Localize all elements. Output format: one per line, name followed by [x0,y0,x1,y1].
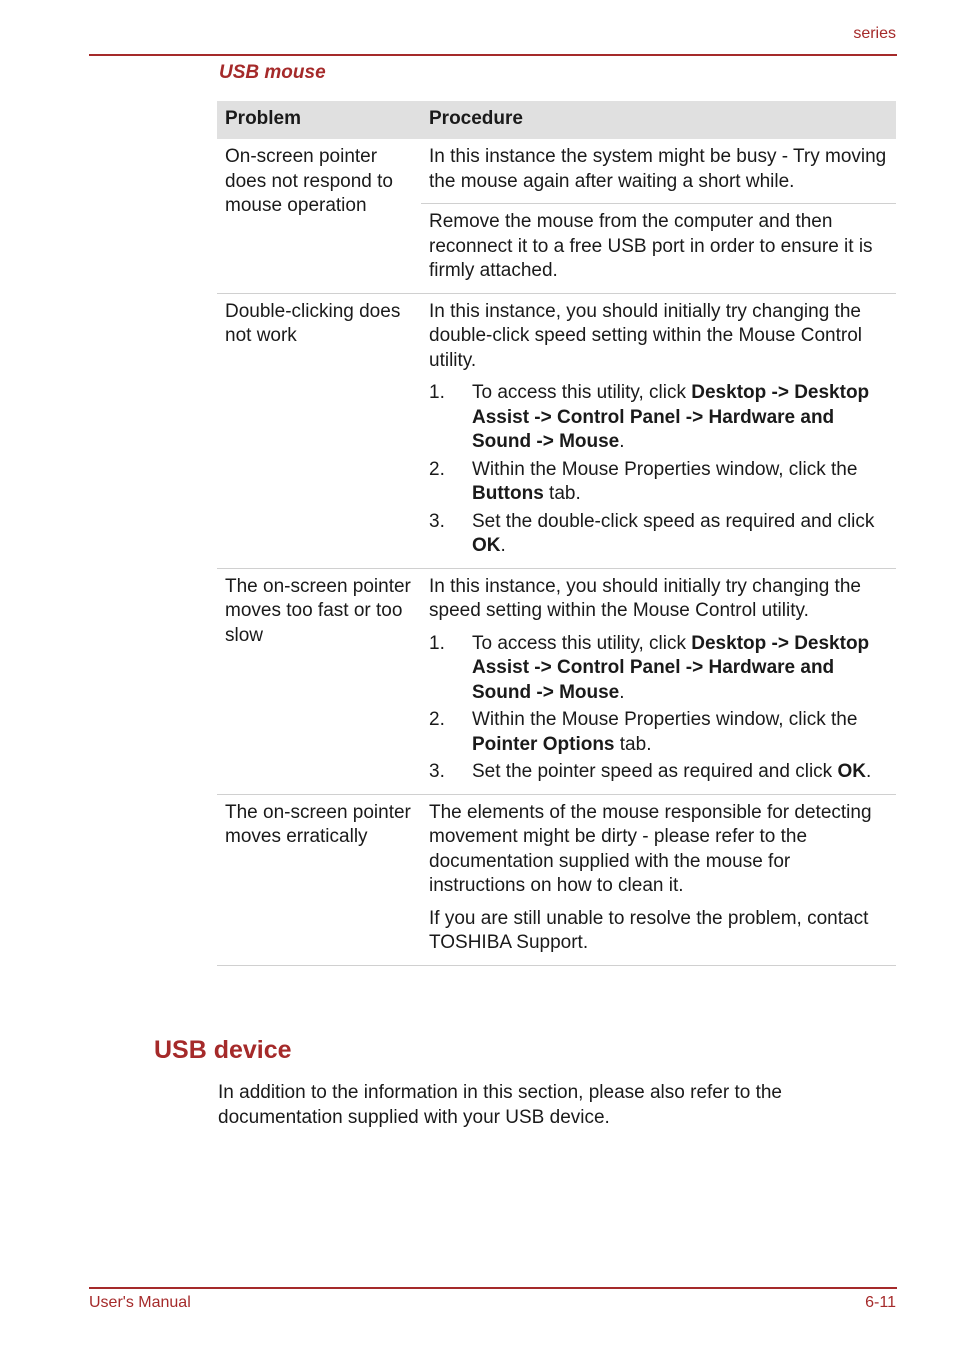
step-list [429,632,888,785]
procedure-text: In this instance, you should initially try changing the double-click speed setting within the Mouse Control utility. [429,300,863,371]
running-header: series [853,25,896,42]
problem-cell: The on-screen pointer moves erratically [217,794,421,965]
procedure-cell [421,139,896,204]
column-header-problem: Problem [217,101,421,139]
list-item: 2. Within the Mouse Properties window, click the Buttons tab. [429,458,858,504]
procedure-text: Remove the mouse from the computer and then reconnect it to a free USB port in order to ensure it is firmly attached. [429,211,873,281]
procedure-text: If you are still unable to resolve the problem, contact TOSHIBA Support. [429,907,869,953]
problem-cell: The on-screen pointer moves too fast or too slow [217,568,421,794]
column-header-procedure: Procedure [421,101,896,139]
header-rule [89,54,897,56]
problem-cell: Double-clicking does not work [217,293,421,568]
page-number: 6-11 [865,1294,896,1311]
procedure-cell [421,568,896,794]
table-row [217,794,896,965]
procedure-cell [421,204,896,294]
section-body: In addition to the information in this section, please also refer to the documentation supplied with your USB device. [218,1082,782,1128]
list-item: 2. Within the Mouse Properties window, click the Pointer Options tab. [429,709,858,755]
table-header-row [217,101,896,139]
table-row [217,139,896,204]
footer-manual-label: User's Manual [89,1294,191,1311]
section-title: USB device [154,1036,292,1064]
footer-rule [89,1287,897,1289]
list-item: 3. Set the double-click speed as required and click OK. [429,510,875,556]
list-item: 1. To access this utility, click Desktop -> Desktop Assist -> Control Panel -> Hardware and Sound -> Mouse. [429,632,870,703]
table-row [217,293,896,568]
table-row [217,568,896,794]
list-item: 3. Set the pointer speed as required and click OK. [429,761,872,782]
procedure-text: In this instance, you should initially try changing the speed setting within the Mouse Control utility. [429,575,861,621]
procedure-cell [421,293,896,568]
procedure-text: In this instance the system might be busy - Try moving the mouse again after waiting a short while. [429,146,887,192]
list-item: 1. To access this utility, click Desktop -> Desktop Assist -> Control Panel -> Hardware and Sound -> Mouse. [429,382,870,452]
subsection-title: USB mouse [219,62,326,83]
problem-cell: On-screen pointer does not respond to mouse operation [217,139,421,293]
step-list [429,381,888,559]
procedure-cell [421,794,896,965]
procedure-text: The elements of the mouse responsible for detecting movement might be dirty - please refer to the documentation supplied with the mouse for instructions on how to clean it. [429,801,872,896]
troubleshooting-table [217,101,896,966]
